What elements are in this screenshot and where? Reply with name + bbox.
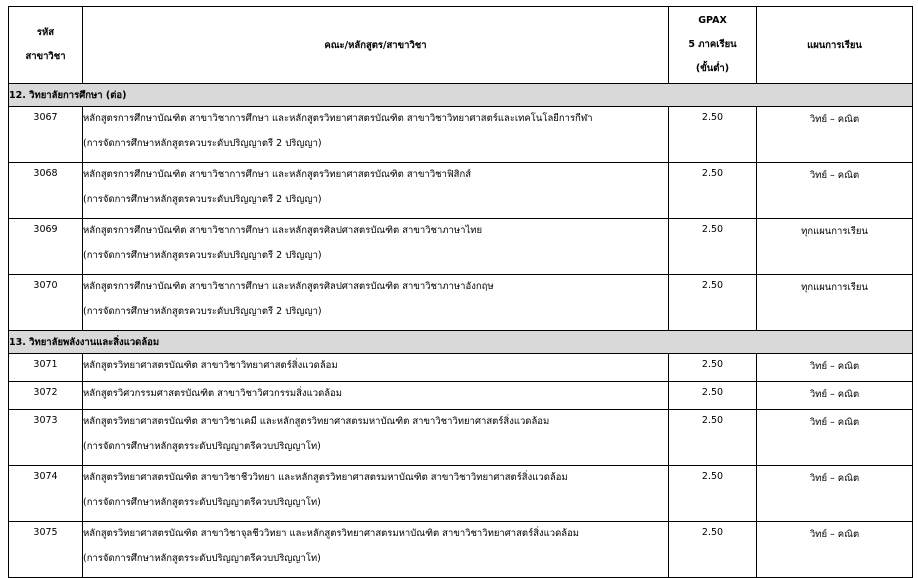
- row-code: 3067: [9, 107, 83, 163]
- table-row: [9, 275, 913, 331]
- row-program-line1: หลักสูตรวิทยาศาสตรบัณฑิต สาขาวิชาวิทยาศาสตร์สิ่งแวดล้อม: [83, 360, 338, 371]
- table-header-row: [9, 7, 913, 84]
- row-program-line2: (การจัดการศึกษาหลักสูตรควบระดับปริญญาตรี 2 ปริญญา): [83, 250, 322, 261]
- header-code-line1: รหัส: [36, 27, 55, 38]
- table-row: [9, 410, 913, 466]
- row-program: [83, 410, 669, 466]
- row-code: 3069: [9, 219, 83, 275]
- row-code: 3073: [9, 410, 83, 466]
- row-plan: ทุกแผนการเรียน: [757, 219, 913, 275]
- table-row: [9, 382, 913, 410]
- row-program-line2: (การจัดการศึกษาหลักสูตรควบระดับปริญญาตรี 2 ปริญญา): [83, 306, 322, 317]
- header-gpax: [669, 7, 757, 84]
- row-program-line1: หลักสูตรวิทยาศาสตรบัณฑิต สาขาวิชาจุลชีววิทยา และหลักสูตรวิทยาศาสตรมหาบัณฑิต สาขาวิชาวิทยาศาสตร์สิ่งแวดล้อม: [83, 528, 580, 539]
- row-program-line2: (การจัดการศึกษาหลักสูตรระดับปริญญาตรีควบปริญญาโท): [83, 553, 321, 564]
- section-row: [9, 84, 913, 107]
- row-program-line1: หลักสูตรวิทยาศาสตรบัณฑิต สาขาวิชาชีววิทยา และหลักสูตรวิทยาศาสตรมหาบัณฑิต สาขาวิชาวิทยาศาสตร์สิ่งแวดล้อม: [83, 472, 568, 483]
- row-plan: ทุกแผนการเรียน: [757, 275, 913, 331]
- header-code-line2: สาขาวิชา: [25, 51, 66, 62]
- program-table: [8, 6, 913, 578]
- row-program-line1: หลักสูตรการศึกษาบัณฑิต สาขาวิชาการศึกษา และหลักสูตรศิลปศาสตรบัณฑิต สาขาวิชาภาษาไทย: [83, 225, 483, 236]
- row-program-line2: (การจัดการศึกษาหลักสูตรควบระดับปริญญาตรี 2 ปริญญา): [83, 138, 322, 149]
- header-plan: แผนการเรียน: [757, 7, 913, 84]
- header-program: คณะ/หลักสูตร/สาขาวิชา: [83, 7, 669, 84]
- header-gpax-line3: (ขั้นต่ำ): [695, 63, 730, 74]
- row-gpax: 2.50: [669, 522, 757, 578]
- row-code: 3070: [9, 275, 83, 331]
- row-program-line2: (การจัดการศึกษาหลักสูตรระดับปริญญาตรีควบปริญญาโท): [83, 441, 321, 452]
- row-gpax: 2.50: [669, 382, 757, 410]
- table-row: [9, 466, 913, 522]
- row-code: 3074: [9, 466, 83, 522]
- row-program-line1: หลักสูตรการศึกษาบัณฑิต สาขาวิชาการศึกษา และหลักสูตรศิลปศาสตรบัณฑิต สาขาวิชาภาษาอังกฤษ: [83, 281, 494, 292]
- row-gpax: 2.50: [669, 163, 757, 219]
- row-program: [83, 466, 669, 522]
- row-plan: วิทย์ – คณิต: [757, 354, 913, 382]
- row-program: [83, 107, 669, 163]
- row-code: 3068: [9, 163, 83, 219]
- row-plan: วิทย์ – คณิต: [757, 163, 913, 219]
- row-program: [83, 354, 669, 382]
- row-gpax: 2.50: [669, 354, 757, 382]
- row-code: 3071: [9, 354, 83, 382]
- row-plan: วิทย์ – คณิต: [757, 466, 913, 522]
- row-program: [83, 163, 669, 219]
- row-program: [83, 522, 669, 578]
- row-program-line1: หลักสูตรการศึกษาบัณฑิต สาขาวิชาการศึกษา และหลักสูตรวิทยาศาสตรบัณฑิต สาขาวิชาวิทยาศาสตร์และเทคโนโลยีการกีฬา: [83, 113, 593, 124]
- table-row: [9, 107, 913, 163]
- table-row: [9, 219, 913, 275]
- row-program-line2: (การจัดการศึกษาหลักสูตรระดับปริญญาตรีควบปริญญาโท): [83, 497, 321, 508]
- row-code: 3072: [9, 382, 83, 410]
- row-program: [83, 219, 669, 275]
- row-plan: วิทย์ – คณิต: [757, 382, 913, 410]
- header-code: [9, 7, 83, 84]
- row-program: [83, 382, 669, 410]
- row-gpax: 2.50: [669, 107, 757, 163]
- section-row: [9, 331, 913, 354]
- row-plan: วิทย์ – คณิต: [757, 107, 913, 163]
- row-plan: วิทย์ – คณิต: [757, 410, 913, 466]
- row-program: [83, 275, 669, 331]
- table-row: [9, 522, 913, 578]
- header-gpax-line2: 5 ภาคเรียน: [688, 39, 737, 50]
- row-gpax: 2.50: [669, 410, 757, 466]
- row-code: 3075: [9, 522, 83, 578]
- row-gpax: 2.50: [669, 275, 757, 331]
- row-program-line1: หลักสูตรวิทยาศาสตรบัณฑิต สาขาวิชาเคมี และหลักสูตรวิทยาศาสตรมหาบัณฑิต สาขาวิชาวิทยาศาสตร์สิ่งแวดล้อม: [83, 416, 550, 427]
- table-row: [9, 354, 913, 382]
- row-gpax: 2.50: [669, 219, 757, 275]
- section-title: 12. วิทยาลัยการศึกษา (ต่อ): [9, 84, 913, 107]
- row-program-line2: (การจัดการศึกษาหลักสูตรควบระดับปริญญาตรี 2 ปริญญา): [83, 194, 322, 205]
- header-gpax-line1: GPAX: [698, 15, 727, 26]
- row-gpax: 2.50: [669, 466, 757, 522]
- table-row: [9, 163, 913, 219]
- section-title: 13. วิทยาลัยพลังงานและสิ่งแวดล้อม: [9, 331, 913, 354]
- row-program-line1: หลักสูตรการศึกษาบัณฑิต สาขาวิชาการศึกษา และหลักสูตรวิทยาศาสตรบัณฑิต สาขาวิชาฟิสิกส์: [83, 169, 472, 180]
- row-program-line1: หลักสูตรวิศวกรรมศาสตรบัณฑิต สาขาวิชาวิศวกรรมสิ่งแวดล้อม: [83, 388, 343, 399]
- row-plan: วิทย์ – คณิต: [757, 522, 913, 578]
